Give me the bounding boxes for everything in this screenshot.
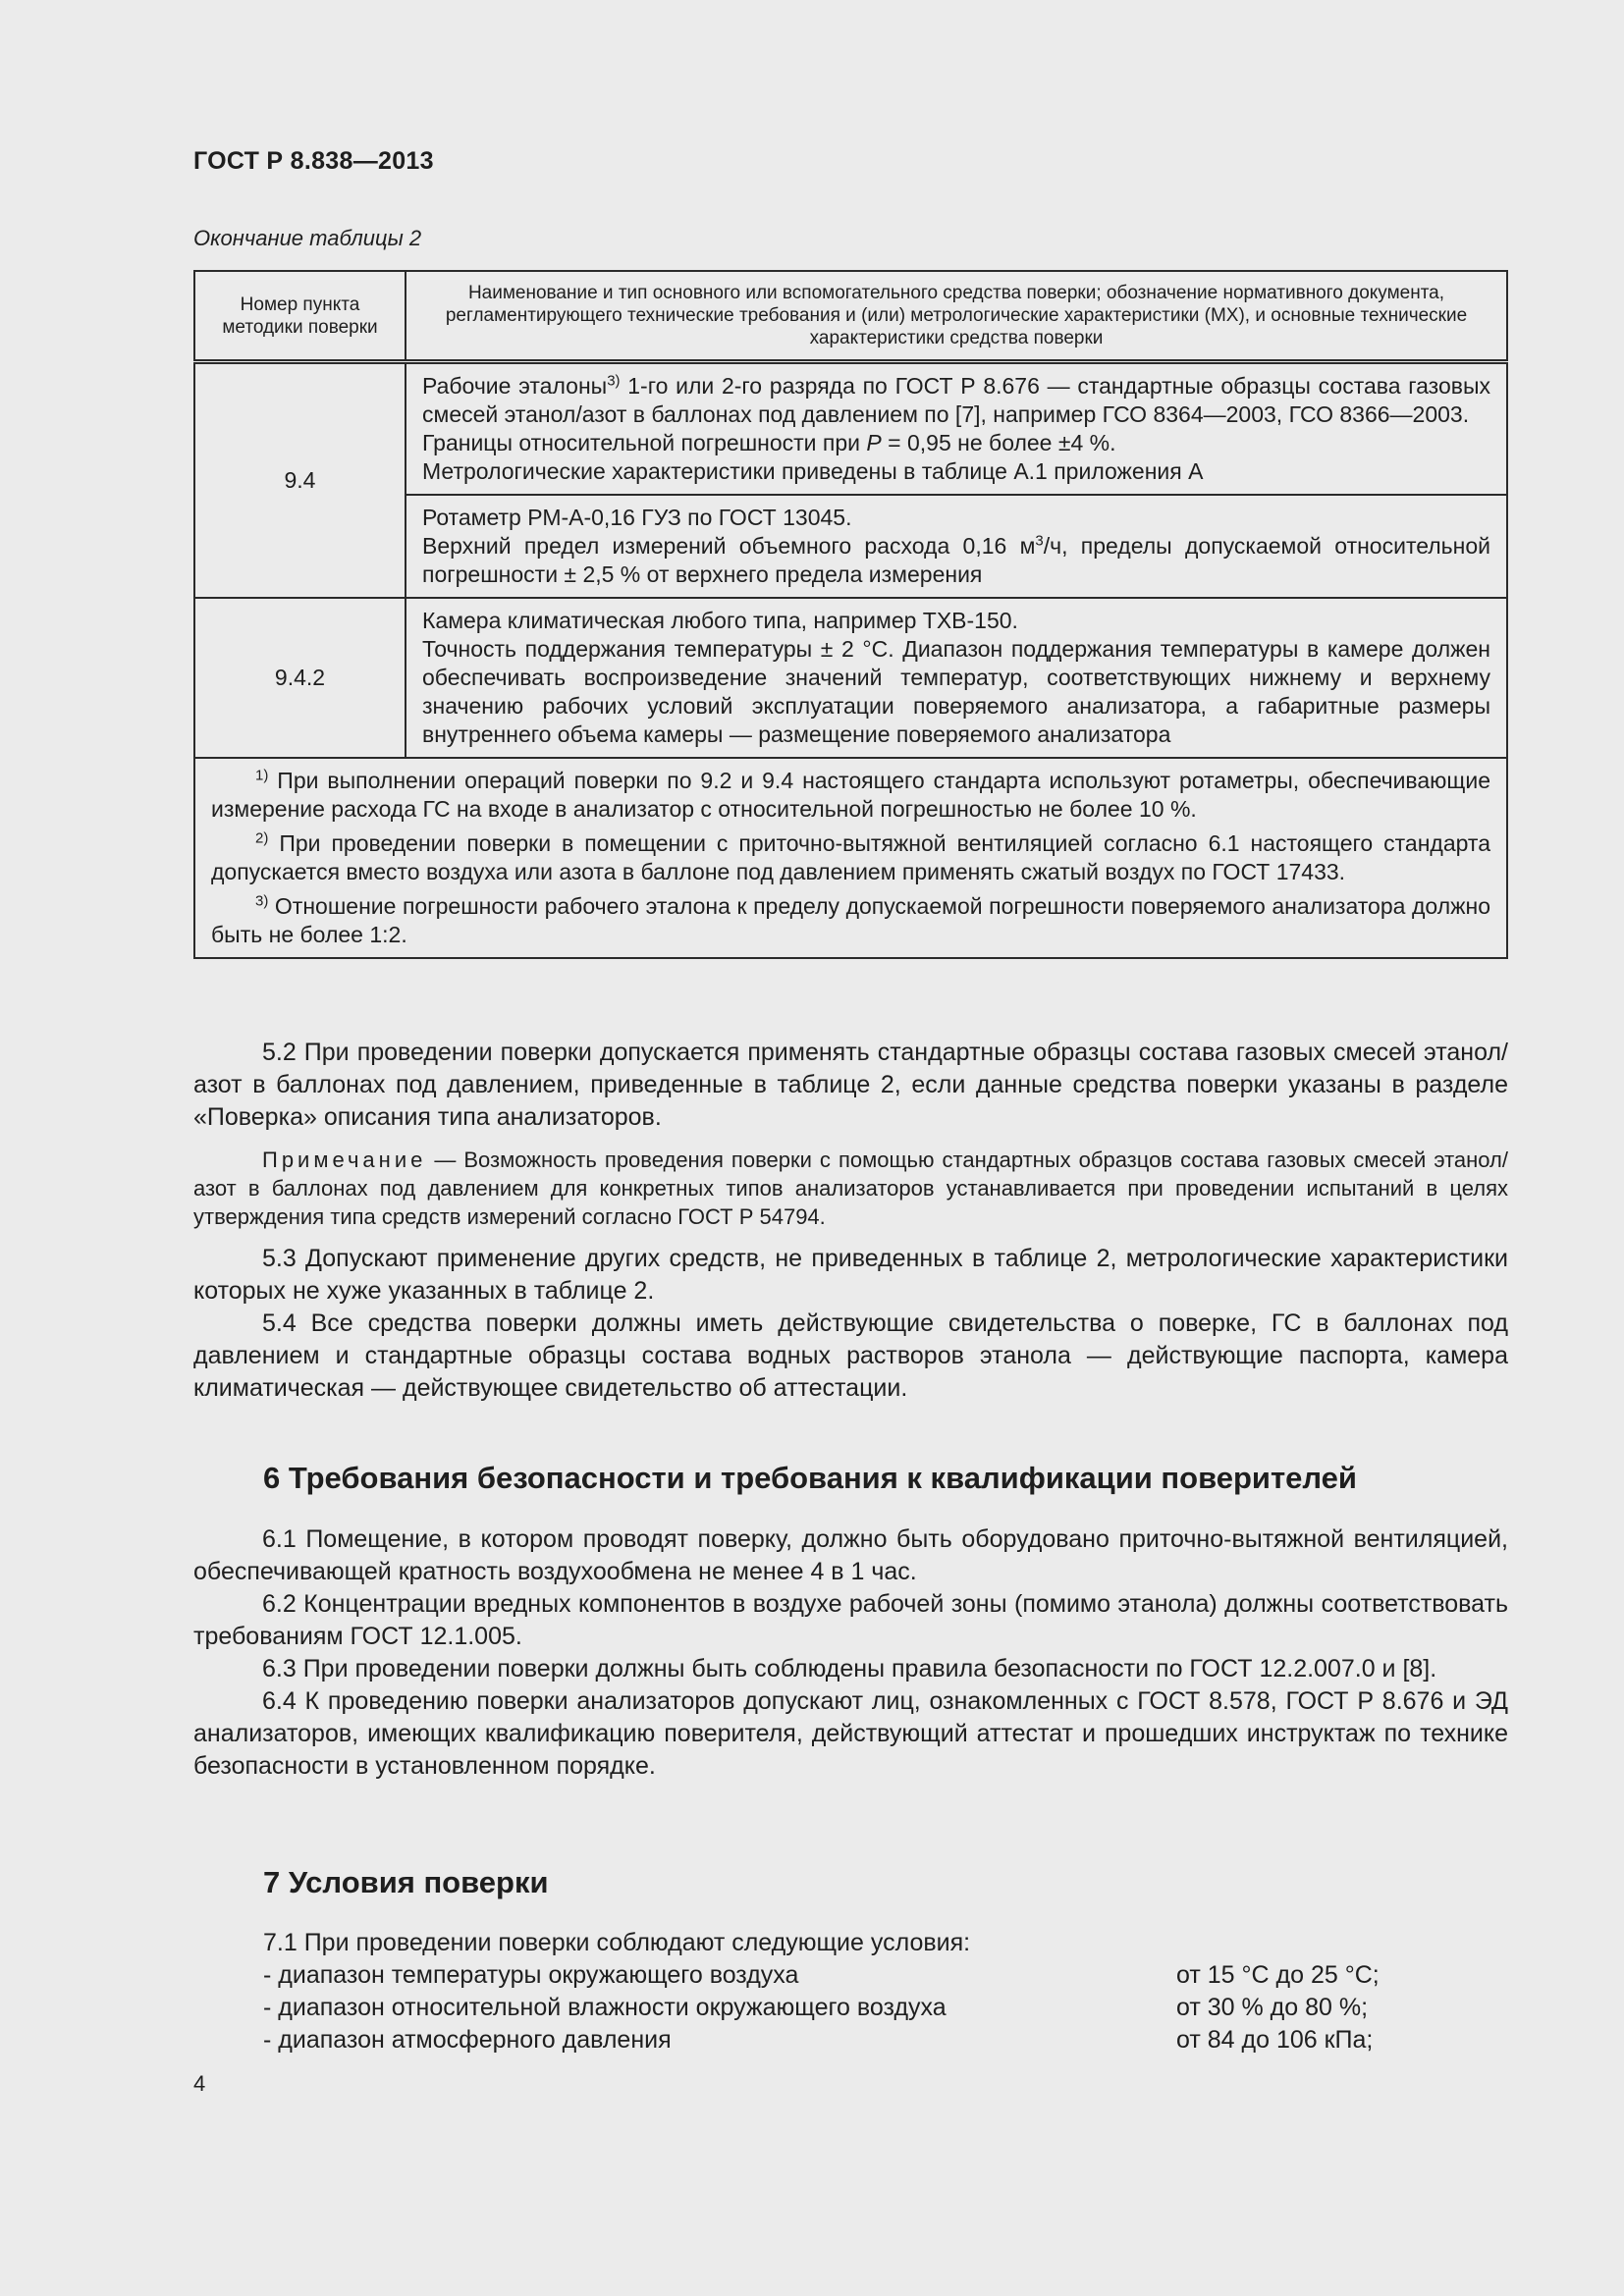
cell-line: Верхний предел измерений объемного расхода 0,16 $м^3/ч$, пределы допускаемой относительной погрешности ± 2,5 % от верхнего предела измерения [422,532,1490,587]
paragraph-6-1: 6.1 Помещение, в котором проводят поверку, должно быть оборудовано приточно-вытяжной вентиляцией, обеспечивающей кратность воздухообмена не менее 4 в 1 час. [193,1525,1508,1585]
paragraph-6-2: 6.2 Концентрации вредных компонентов в воздухе рабочей зоны (помимо этанола) должны соответствовать требованиям ГОСТ 12.1.005. [193,1590,1508,1650]
condition-value: от 15 °С до 25 °С; [1176,1961,1380,1989]
cell-line: Метрологические характеристики приведены в таблице А.1 приложения А [422,458,1204,484]
column-header-number: Номер пункта методики поверки [194,271,406,362]
section-6-block [193,1523,1508,1783]
table-row [194,362,1507,496]
cell-line: Точность поддержания температуры ± 2 °С. Диапазон поддержания температуры в камере должен обеспечивать воспроизведение значений температур, соответствующих нижнему и верхнему значению рабочих условий эксплуатации поверяемого анализатора, а габаритные размеры внутреннего объема камеры — размещение поверяемого анализатора [422,636,1490,747]
document-header: ГОСТ Р 8.838—2013 [193,147,434,175]
table-footnote: $^{1)}$ При выполнении операций поверки по 9.2 и 9.4 настоящего стандарта используют ротаметры, обеспечивающие измерение расхода ГС на входе в анализатор с относительной погрешностью не более 10 %. [211,767,1490,822]
table-footnote: $^{2)}$ При проведении поверки в помещении с приточно-вытяжной вентиляцией согласно 6.1 настоящего стандарта допускается вместо воздуха или азота в баллоне под давлением применять сжатый воздух по ГОСТ 17433. [211,829,1490,884]
clause-number-cell: 9.4 [194,362,406,599]
note-label: Примечание [262,1148,427,1172]
cell-line: Ротаметр РМ-А-0,16 ГУЗ по ГОСТ 13045. [422,505,852,530]
condition-row [263,1959,1441,1992]
note-paragraph: Примечание — Возможность проведения поверки с помощью стандартных образцов состава газовых смесей этанол/азот в баллонах под давлением для конкретных типов анализаторов устанавливается при проведении испытаний в целях утверждения типа средств измерений согласно ГОСТ Р 54794. [193,1148,1508,1229]
equipment-table [193,270,1508,959]
conditions-list [263,1927,1441,2056]
table-footnote: $^{3)}$ Отношение погрешности рабочего эталона к пределу допускаемой погрешности поверяемого анализатора должно быть не более 1:2. [211,892,1490,947]
cell-line: Камера климатическая любого типа, например ТХВ-150. [422,608,1018,633]
condition-label: - диапазон атмосферного давления [263,2026,672,2054]
conditions-intro: 7.1 При проведении поверки соблюдают следующие условия: [263,1929,971,1956]
condition-value: от 84 до 106 кПа; [1176,2026,1374,2054]
paragraph-5-4: 5.4 Все средства поверки должны иметь действующие свидетельства о поверке, ГС в баллонах под давлением и стандартные образцы состава водных растворов этанола — действующие паспорта, камера климатическая — действующее свидетельство об аттестации. [193,1309,1508,1402]
clause-5-block [193,1037,1508,1405]
cell-line: Границы относительной погрешности при P = 0,95 не более ±4 %. [422,430,1116,455]
paragraph-6-3: 6.3 При проведении поверки должны быть соблюдены правила безопасности по ГОСТ 12.2.007.0 и [8]. [262,1655,1437,1682]
equipment-description-cell [406,598,1507,758]
condition-label: - диапазон температуры окружающего воздуха [263,1961,799,1989]
paragraph-6-4: 6.4 К проведению поверки анализаторов допускают лиц, ознакомленных с ГОСТ 8.578, ГОСТ Р 8.676 и ЭД анализаторов, имеющих квалификацию поверителя, действующий аттестат и прошедших инструктаж по технике безопасности в установленном порядке. [193,1687,1508,1780]
table-caption: Окончание таблицы 2 [193,226,422,250]
condition-row [263,2024,1441,2056]
section-6-title: 6 Требования безопасности и требования к квалификации поверителей [263,1461,1357,1495]
table-footnotes-row [194,758,1507,958]
table-row [194,598,1507,758]
equipment-description-cell [406,495,1507,598]
footnote-ref: 3) [607,372,621,390]
paragraph-5-3: 5.3 Допускают применение других средств, не приведенных в таблице 2, метрологические характеристики которых не хуже указанных в таблице 2. [193,1245,1508,1305]
column-header-description: Наименование и тип основного или вспомогательного средства поверки; обозначение нормативного документа, регламентирующего технические требования и (или) метрологические характеристики (МХ), и основные технические характеристики средства поверки [406,271,1507,362]
cell-line: Рабочие эталоны$^{3)}$ 1-го или 2-го разряда по ГОСТ Р 8.676 — стандартные образцы состава газовых смесей этанол/азот в баллонах под давлением по [7], например ГСО 8364—2003, ГСО 8366—2003. [422,372,1490,427]
table-footnotes [194,758,1507,958]
equipment-description-cell [406,362,1507,496]
condition-value: от 30 % до 80 %; [1176,1994,1369,2021]
section-7-title: 7 Условия поверки [263,1865,549,1899]
table-header-row [194,271,1507,362]
condition-label: - диапазон относительной влажности окружающего воздуха [263,1994,947,2021]
clause-number-cell: 9.4.2 [194,598,406,758]
page-number: 4 [193,2071,206,2096]
condition-row [263,1992,1441,2024]
paragraph-5-2: 5.2 При проведении поверки допускается применять стандартные образцы состава газовых смесей этанол/азот в баллонах под давлением, приведенные в таблице 2, если данные средства поверки указаны в разделе «Поверка» описания типа анализаторов. [193,1039,1508,1131]
